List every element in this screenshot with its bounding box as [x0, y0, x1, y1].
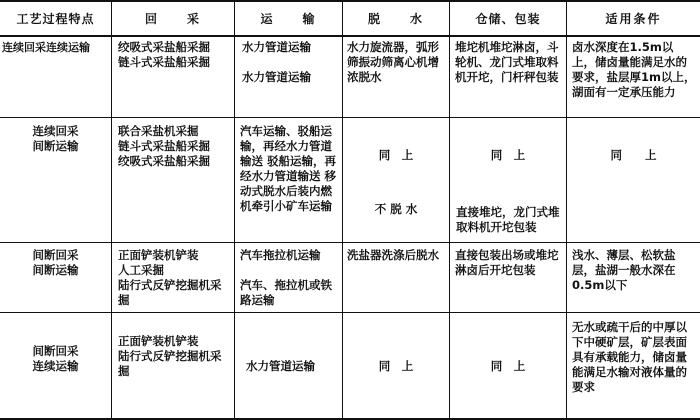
row2-storage-same: 同 上 — [490, 148, 526, 162]
header-process: 工艺过程特点 — [16, 11, 95, 26]
row1-storage: 堆坨机堆坨淋卤，斗轮机、龙门式堆取料机开坨，门杆秤包装 — [455, 40, 559, 84]
row-divider-2 — [0, 242, 700, 243]
col-divider-4 — [449, 0, 450, 420]
row4-conditions: 无水或疏干后的中厚以下中硬矿层，矿层表面具有承载能力，储卤量能满足水输对液体量的要求 — [572, 320, 687, 394]
row4-process: 间断回采 连续运输 — [32, 344, 79, 373]
row2-mining: 联合采盐机采掘 链斗式采盐船采掘 绞吸式采盐船采掘 — [118, 124, 210, 168]
col-divider-2 — [234, 0, 235, 420]
row4-mining: 正面铲装机铲装 陆行式反铲挖掘机采掘 — [118, 334, 222, 378]
row2-process: 连续回采 间断运输 — [32, 124, 79, 153]
row4-storage: 同 上 — [490, 359, 526, 373]
row-divider-3 — [0, 312, 700, 313]
row2-dewater-none: 不 脱 水 — [374, 202, 418, 216]
row1-conditions: 卤水深度在1.5m以上，储卤量能满足水的要求，盐层厚1m以上，湖面有一定承压能力 — [572, 40, 696, 99]
row-divider-1 — [0, 117, 700, 118]
row2-dewater-same: 同 上 — [378, 148, 414, 162]
row3-process: 间断回采 间断运输 — [32, 248, 79, 277]
row3-dewater: 洗盐器洗涤后脱水 — [347, 248, 439, 262]
row2-storage-direct: 直接堆坨，龙门式堆取料机开坨包装 — [456, 205, 560, 234]
row3-transport: 汽车拖拉机运输 汽车、拖拉机或铁路运输 — [240, 248, 332, 307]
row1-process: 连续回采连续运输 — [2, 41, 90, 54]
row3-conditions: 浅水、薄层、松软盐层，盐湖一般水深在0.5m以下 — [572, 248, 676, 292]
row2-conditions: 同 上 — [610, 148, 657, 162]
row3-storage: 直接包装出场或堆坨淋卤后开坨包装 — [455, 248, 559, 277]
row4-dewater: 同 上 — [378, 359, 414, 373]
col-divider-1 — [111, 0, 112, 420]
row2-transport: 汽车运输、驳船运输，再经水力管道输送 驳船运输，再经水力管道输送 移动式脱水后装内燃机牵引小矿车运输 — [240, 124, 337, 213]
row1-dewater: 水力旋流器，弧形筛振动筛离心机增浓脱水 — [347, 40, 439, 84]
col-divider-5 — [566, 0, 567, 420]
header-transport: 运 输 — [260, 11, 317, 26]
row4-transport: 水力管道运输 — [246, 359, 315, 373]
header-conditions: 适用条件 — [605, 11, 662, 26]
row3-mining: 正面铲装机铲装 人工采掘 陆行式反铲挖掘机采掘 — [118, 248, 222, 307]
header-storage: 仓储、包装 — [475, 11, 541, 26]
row1-mining: 绞吸式采盐船采掘 链斗式采盐船采掘 — [118, 40, 210, 69]
row1-transport: 水力管道运输 水力管道运输 — [242, 40, 311, 84]
header-mining: 回 采 — [144, 11, 201, 26]
header-dewater: 脱 水 — [367, 11, 424, 26]
